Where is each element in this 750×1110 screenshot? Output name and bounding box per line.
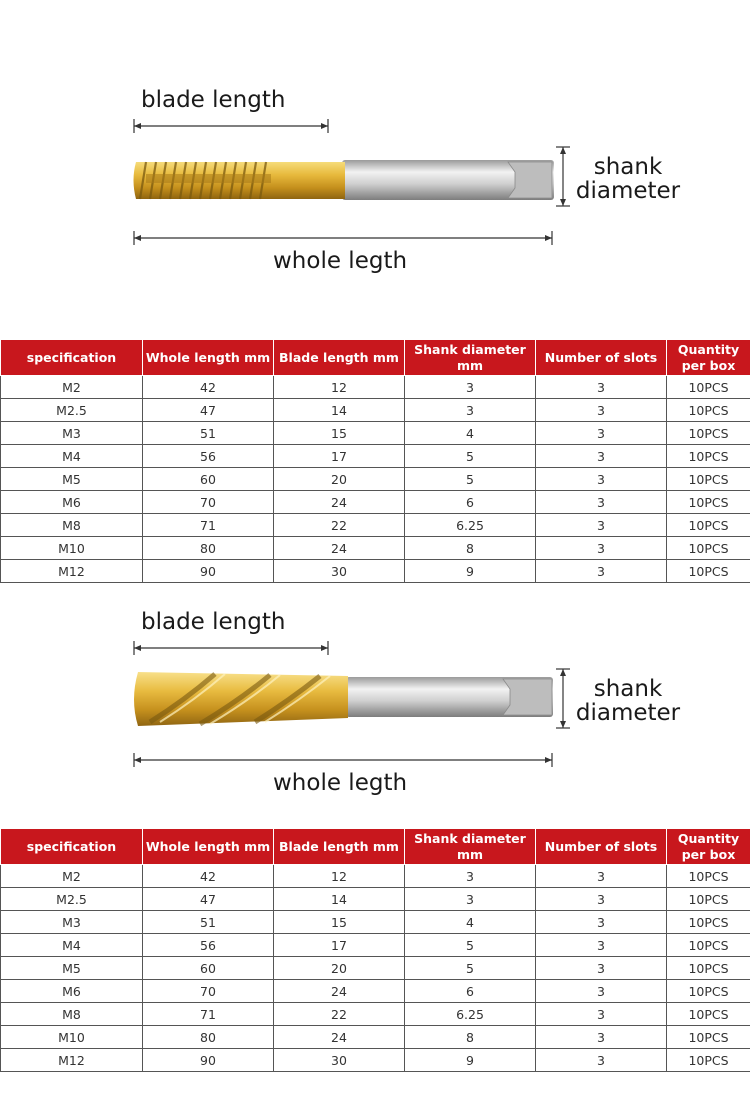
table-cell: 17 (274, 934, 405, 957)
column-header: specification (1, 340, 143, 376)
table-cell: 42 (143, 376, 274, 399)
table-row (1, 537, 750, 560)
table-cell: 56 (143, 445, 274, 468)
table-cell: 8 (405, 537, 536, 560)
table-cell: M4 (1, 934, 143, 957)
column-header: Quantity per box (667, 340, 750, 376)
table-cell: 4 (405, 911, 536, 934)
whole-length-dimension (134, 231, 552, 245)
table-cell: 24 (274, 980, 405, 1003)
table-header-row (1, 829, 750, 865)
table-row (1, 865, 750, 888)
table-cell: M8 (1, 1003, 143, 1026)
table-cell: M12 (1, 560, 143, 583)
table-cell: M2.5 (1, 399, 143, 422)
table-cell: 6.25 (405, 514, 536, 537)
table-cell: 3 (536, 911, 667, 934)
table-cell: 3 (536, 399, 667, 422)
table-cell: M2.5 (1, 888, 143, 911)
table-cell: 60 (143, 957, 274, 980)
column-header: Blade length mm (274, 829, 405, 865)
table-cell: 17 (274, 445, 405, 468)
table-cell: 22 (274, 514, 405, 537)
table-cell: 3 (536, 537, 667, 560)
table-cell: M5 (1, 468, 143, 491)
table-cell: 8 (405, 1026, 536, 1049)
table-row (1, 422, 750, 445)
shank-label-line2: diameter (575, 700, 681, 726)
column-header: Whole length mm (143, 340, 274, 376)
table-cell: 10PCS (667, 1049, 750, 1072)
table-row (1, 980, 750, 1003)
table-cell: 3 (536, 865, 667, 888)
table-cell: 60 (143, 468, 274, 491)
table-cell: 5 (405, 934, 536, 957)
table-cell: M2 (1, 376, 143, 399)
table-cell: 3 (536, 1003, 667, 1026)
table-cell: 47 (143, 399, 274, 422)
table-cell: 70 (143, 491, 274, 514)
column-header: Shank diameter mm (405, 829, 536, 865)
blade-length-dimension (134, 119, 328, 133)
shank-diameter-dimension (556, 669, 570, 728)
table-cell: 30 (274, 1049, 405, 1072)
table-row (1, 911, 750, 934)
table-cell: 3 (536, 1049, 667, 1072)
blade-length-label: blade length (141, 87, 286, 113)
table-cell: 3 (405, 399, 536, 422)
table-cell: 10PCS (667, 537, 750, 560)
whole-length-label: whole legth (273, 770, 408, 796)
table-cell: 30 (274, 560, 405, 583)
table-cell: 70 (143, 980, 274, 1003)
table-header-row (1, 340, 750, 376)
table-cell: 3 (536, 934, 667, 957)
table-cell: 9 (405, 560, 536, 583)
table-cell: 10PCS (667, 888, 750, 911)
table-cell: 10PCS (667, 422, 750, 445)
spec-table-straight (0, 339, 750, 583)
table-cell: 3 (536, 468, 667, 491)
table-cell: 10PCS (667, 865, 750, 888)
table-cell: 10PCS (667, 491, 750, 514)
table-cell: M4 (1, 445, 143, 468)
table-cell: M5 (1, 957, 143, 980)
table-cell: 51 (143, 422, 274, 445)
table-cell: 10PCS (667, 399, 750, 422)
blade-length-label: blade length (141, 609, 286, 635)
table-row (1, 445, 750, 468)
table-cell: 24 (274, 1026, 405, 1049)
table-cell: 10PCS (667, 934, 750, 957)
table-cell: 10PCS (667, 376, 750, 399)
table-cell: M10 (1, 537, 143, 560)
table-cell: 14 (274, 399, 405, 422)
shank-label-line2: diameter (575, 178, 681, 204)
table-cell: 10PCS (667, 560, 750, 583)
table-cell: 10PCS (667, 468, 750, 491)
table-cell: 42 (143, 865, 274, 888)
table-cell: 3 (536, 560, 667, 583)
blade-length-dimension (134, 641, 328, 655)
whole-length-label: whole legth (273, 248, 408, 274)
table-cell: 10PCS (667, 445, 750, 468)
column-header: Quantity per box (667, 829, 750, 865)
shank-label-line1: shank (593, 676, 663, 702)
table-cell: 3 (536, 514, 667, 537)
table-cell: M6 (1, 491, 143, 514)
table-cell: 5 (405, 445, 536, 468)
table-cell: 6.25 (405, 1003, 536, 1026)
table-row (1, 888, 750, 911)
table-cell: 3 (536, 957, 667, 980)
table-cell: M12 (1, 1049, 143, 1072)
table-cell: 71 (143, 1003, 274, 1026)
table-cell: M2 (1, 865, 143, 888)
column-header: Number of slots (536, 340, 667, 376)
table-cell: 12 (274, 865, 405, 888)
column-header: Number of slots (536, 829, 667, 865)
table-cell: 24 (274, 537, 405, 560)
table-cell: 10PCS (667, 1003, 750, 1026)
shank-label-line1: shank (593, 154, 663, 180)
table-cell: 10PCS (667, 1026, 750, 1049)
table-row (1, 1003, 750, 1026)
table-cell: 9 (405, 1049, 536, 1072)
table-cell: 3 (405, 376, 536, 399)
table-cell: 20 (274, 957, 405, 980)
column-header: Shank diameter mm (405, 340, 536, 376)
table-cell: 3 (536, 376, 667, 399)
table-cell: 3 (536, 445, 667, 468)
table-cell: 56 (143, 934, 274, 957)
table-cell: 24 (274, 491, 405, 514)
table-row (1, 1049, 750, 1072)
table-row (1, 957, 750, 980)
table-cell: 10PCS (667, 514, 750, 537)
table-cell: 20 (274, 468, 405, 491)
table-cell: 12 (274, 376, 405, 399)
table-cell: 90 (143, 560, 274, 583)
shank-diameter-dimension (556, 147, 570, 206)
table-cell: M10 (1, 1026, 143, 1049)
table-cell: 5 (405, 468, 536, 491)
table-cell: 6 (405, 980, 536, 1003)
table-cell: 90 (143, 1049, 274, 1072)
table-cell: 15 (274, 422, 405, 445)
table-cell: 71 (143, 514, 274, 537)
shank-diameter-label (573, 155, 683, 203)
table-row (1, 934, 750, 957)
table-cell: 10PCS (667, 911, 750, 934)
table-cell: 22 (274, 1003, 405, 1026)
table-row (1, 514, 750, 537)
table-cell: M6 (1, 980, 143, 1003)
table-row (1, 399, 750, 422)
table-row (1, 560, 750, 583)
table-cell: 80 (143, 537, 274, 560)
table-cell: 10PCS (667, 957, 750, 980)
table-cell: 3 (536, 888, 667, 911)
table-cell: M8 (1, 514, 143, 537)
table-cell: 10PCS (667, 980, 750, 1003)
shank-diameter-label (573, 677, 683, 725)
table-cell: 47 (143, 888, 274, 911)
column-header: Blade length mm (274, 340, 405, 376)
table-cell: 3 (536, 1026, 667, 1049)
table-cell: 51 (143, 911, 274, 934)
table-row (1, 376, 750, 399)
table-row (1, 1026, 750, 1049)
whole-length-dimension (134, 753, 552, 767)
table-row (1, 491, 750, 514)
spec-table-spiral (0, 828, 750, 1072)
table-cell: 3 (405, 865, 536, 888)
table-row (1, 468, 750, 491)
table-cell: 14 (274, 888, 405, 911)
table-cell: 3 (405, 888, 536, 911)
table-cell: 4 (405, 422, 536, 445)
table-cell: 3 (536, 491, 667, 514)
table-cell: 3 (536, 980, 667, 1003)
column-header: Whole length mm (143, 829, 274, 865)
table-cell: M3 (1, 422, 143, 445)
column-header: specification (1, 829, 143, 865)
table-cell: 5 (405, 957, 536, 980)
table-cell: 15 (274, 911, 405, 934)
table-cell: M3 (1, 911, 143, 934)
table-cell: 6 (405, 491, 536, 514)
table-cell: 3 (536, 422, 667, 445)
table-cell: 80 (143, 1026, 274, 1049)
